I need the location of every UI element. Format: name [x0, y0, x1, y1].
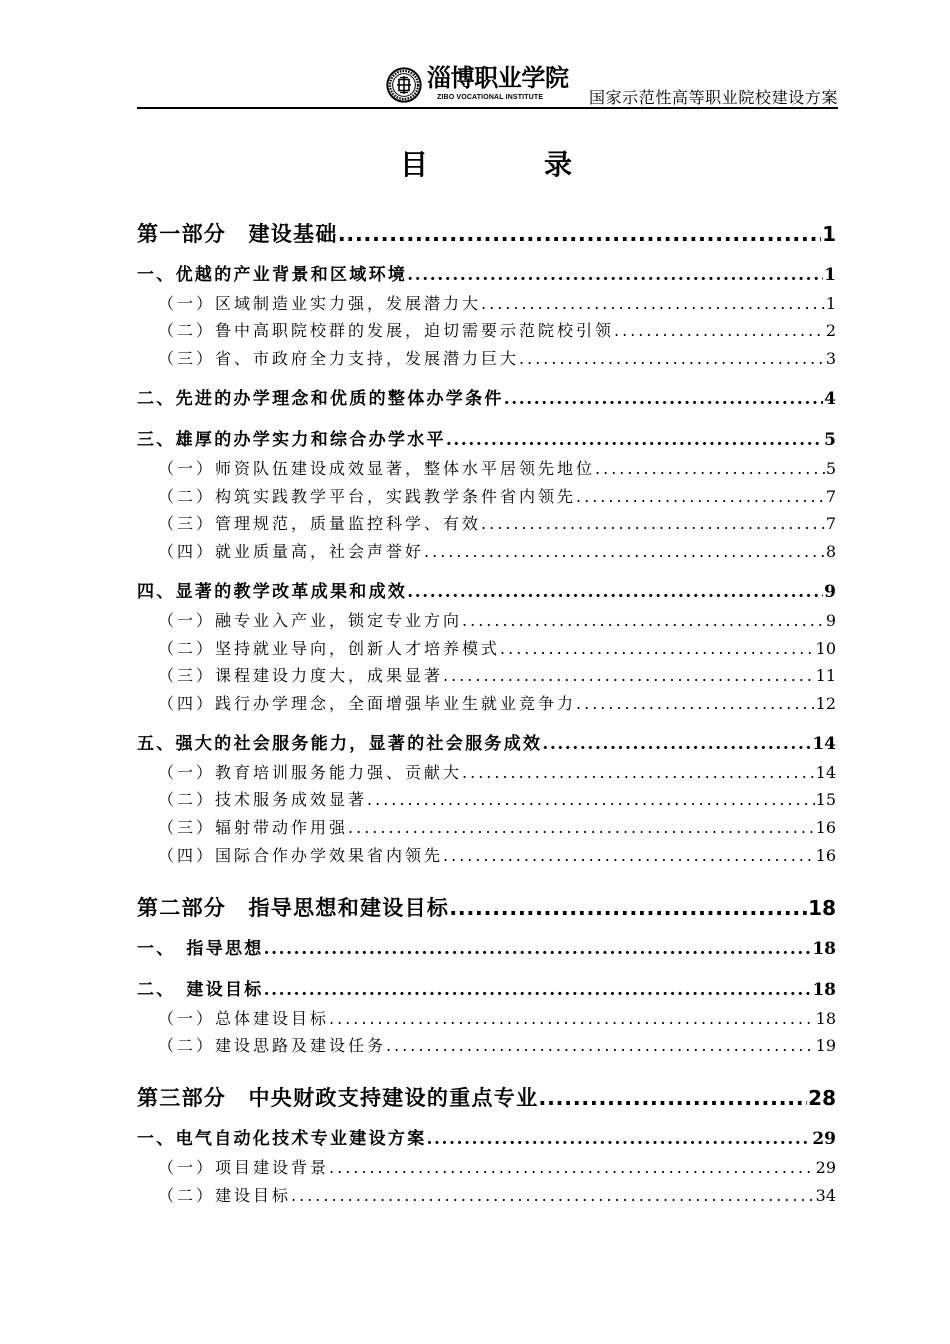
dot-leader — [443, 662, 815, 690]
toc-entry-page-number: 10 — [815, 638, 836, 658]
toc-section-entry — [137, 262, 836, 290]
logo-wordmark-en: ZIBO VOCATIONAL INSTITUTE — [437, 94, 544, 101]
toc-section-entry — [137, 386, 836, 414]
toc-entry-page-number: 7 — [825, 486, 836, 506]
toc-entry-title: （二）构筑实践教学平台，实践教学条件省内领先 — [158, 486, 577, 506]
toc-entry-page-number: 9 — [825, 610, 836, 630]
dot-leader — [462, 607, 825, 635]
toc-subsection-entry — [137, 1154, 836, 1182]
toc-entry-title: （一）融专业入产业，锁定专业方向 — [158, 610, 463, 630]
toc-subsection-entry — [137, 1032, 836, 1060]
toc-entry-title: （二）建设目标 — [158, 1185, 292, 1205]
toc-entry-page-number: 8 — [825, 542, 836, 562]
toc-entry-title: 二、 建设目标 — [137, 979, 264, 1000]
dot-leader — [576, 483, 825, 511]
dot-leader — [446, 427, 823, 455]
toc-section-entry — [137, 977, 836, 1005]
toc-subsection-entry — [137, 786, 836, 814]
toc-entry-page-number: 12 — [815, 693, 836, 713]
toc-entry-title: （二）坚持就业导向，创新人才培养模式 — [158, 638, 501, 658]
toc-entry-page-number: 5 — [825, 458, 836, 478]
toc-subsection-entry — [137, 842, 836, 870]
toc-entry-page-number: 1 — [822, 222, 836, 246]
toc-entry-page-number: 28 — [808, 1086, 836, 1111]
dot-leader — [614, 317, 825, 345]
dot-leader — [538, 1085, 807, 1113]
toc-entry-title: 五、强大的社会服务能力，显著的社会服务成效 — [137, 733, 543, 754]
toc-entry-page-number: 3 — [825, 349, 836, 369]
toc-subsection-entry — [137, 345, 836, 373]
toc-entry-page-number: 5 — [824, 430, 836, 451]
dot-leader — [595, 455, 825, 483]
toc-entry-title: （四）就业质量高，社会声誉好 — [158, 542, 425, 562]
toc-entry-title: （四）践行办学理念，全面增强毕业生就业竞争力 — [158, 693, 577, 713]
dot-leader — [291, 1182, 815, 1210]
toc-entry-page-number: 9 — [824, 582, 836, 603]
dot-leader — [407, 579, 823, 607]
toc-subsection-entry — [137, 317, 836, 345]
toc-subsection-entry — [137, 483, 836, 511]
toc-entry-title: 一、电气自动化技术专业建设方案 — [137, 1129, 427, 1150]
toc-entry-title: 二、先进的办学理念和优质的整体办学条件 — [137, 389, 504, 410]
toc-part-entry — [137, 221, 836, 249]
toc-entry-title: （一）区域制造业实力强，发展潜力大 — [158, 293, 482, 313]
toc-section-entry — [137, 579, 836, 607]
toc-subsection-entry — [137, 455, 836, 483]
dot-leader — [264, 936, 812, 964]
dot-leader — [338, 221, 821, 249]
toc-subsection-entry — [137, 690, 836, 718]
logo-wordmark-cn: 淄博职业学院 — [427, 63, 569, 92]
dot-leader — [542, 731, 811, 759]
dot-leader — [264, 977, 812, 1005]
toc-section-entry — [137, 936, 836, 964]
toc-part-entry — [137, 1085, 836, 1113]
dot-leader — [481, 510, 825, 538]
toc-entry-page-number: 16 — [815, 845, 836, 865]
toc-entry-page-number: 18 — [812, 938, 836, 959]
toc-entry-title: （二）建设思路及建设任务 — [158, 1036, 387, 1056]
toc-entry-page-number: 19 — [815, 1036, 836, 1056]
toc-entry-page-number: 7 — [825, 514, 836, 534]
toc-entry-title: （三）课程建设力度大，成果显著 — [158, 666, 444, 686]
toc-entry-title: （二）鲁中高职院校群的发展，迫切需要示范院校引领 — [158, 321, 615, 341]
toc-entry-title: （一）项目建设背景 — [158, 1158, 330, 1178]
toc-subsection-entry — [137, 538, 836, 566]
toc-subsection-entry — [137, 814, 836, 842]
toc-entry-page-number: 29 — [815, 1158, 836, 1178]
toc-entry-page-number: 18 — [815, 1008, 836, 1028]
toc-entry-title: 一、优越的产业背景和区域环境 — [137, 265, 408, 286]
logo-seal-icon — [386, 67, 422, 103]
toc-subsection-entry — [137, 635, 836, 663]
toc-entry-title: （三）省、市政府全力支持，发展潜力巨大 — [158, 349, 520, 369]
toc-section-entry — [137, 1126, 836, 1154]
toc-subsection-entry — [137, 1005, 836, 1033]
dot-leader — [576, 690, 815, 718]
dot-leader — [481, 290, 825, 318]
toc-entry-page-number: 16 — [815, 818, 836, 838]
toc-entry-page-number: 2 — [825, 321, 836, 341]
toc-entry-title: 第一部分 建设基础 — [137, 222, 338, 246]
toc-title: 目 录 — [400, 148, 593, 181]
dot-leader — [443, 842, 815, 870]
dot-leader — [367, 786, 815, 814]
toc-entry-page-number: 14 — [815, 762, 836, 782]
dot-leader — [504, 386, 823, 414]
toc-entry-title: （二）技术服务成效显著 — [158, 790, 368, 810]
toc-entry-page-number: 29 — [812, 1129, 836, 1150]
toc-entry-title: （一）师资队伍建设成效显著，整体水平居领先地位 — [158, 458, 596, 478]
toc-entry-page-number: 14 — [812, 733, 836, 754]
toc-entry-page-number: 18 — [812, 979, 836, 1000]
dot-leader — [407, 262, 823, 290]
toc-entry-page-number: 1 — [825, 293, 836, 313]
toc-section-entry — [137, 731, 836, 759]
toc-entry-title: 一、 指导思想 — [137, 938, 264, 959]
toc-entry-title: （一）总体建设目标 — [158, 1008, 330, 1028]
toc-entry-title: （三）管理规范，质量监控科学、有效 — [158, 514, 482, 534]
dot-leader — [462, 759, 815, 787]
dot-leader — [329, 1005, 815, 1033]
toc-entry-page-number: 1 — [824, 265, 836, 286]
toc-entry-title: （一）教育培训服务能力强、贡献大 — [158, 762, 463, 782]
toc-entry-title: 第二部分 指导思想和建设目标 — [137, 895, 450, 920]
toc-entry-page-number: 18 — [808, 895, 836, 920]
toc-entry-title: 三、雄厚的办学实力和综合办学水平 — [137, 430, 446, 451]
toc-entry-page-number: 15 — [815, 790, 836, 810]
toc-entry-title: 四、显著的教学改革成果和成效 — [137, 582, 408, 603]
toc-subsection-entry — [137, 1182, 836, 1210]
toc-entry-page-number: 11 — [815, 666, 836, 686]
dot-leader — [424, 538, 825, 566]
toc-subsection-entry — [137, 510, 836, 538]
toc-section-entry — [137, 427, 836, 455]
toc-part-entry — [137, 895, 836, 923]
toc-entry-page-number: 34 — [815, 1185, 836, 1205]
toc-subsection-entry — [137, 290, 836, 318]
toc-subsection-entry — [137, 759, 836, 787]
dot-leader — [329, 1154, 815, 1182]
header-rule — [137, 107, 838, 109]
table-of-contents — [137, 221, 836, 1210]
dot-leader — [500, 635, 815, 663]
toc-entry-title: 第三部分 中央财政支持建设的重点专业 — [137, 1086, 539, 1111]
toc-subsection-entry — [137, 662, 836, 690]
toc-subsection-entry — [137, 607, 836, 635]
dot-leader — [348, 814, 815, 842]
toc-entry-title: （四）国际合作办学效果省内领先 — [158, 845, 444, 865]
dot-leader — [519, 345, 825, 373]
dot-leader — [449, 895, 807, 923]
toc-entry-page-number: 4 — [824, 389, 836, 410]
dot-leader — [427, 1126, 812, 1154]
dot-leader — [386, 1032, 815, 1060]
document-header-title: 国家示范性高等职业院校建设方案 — [588, 88, 838, 107]
toc-entry-title: （三）辐射带动作用强 — [158, 818, 349, 838]
